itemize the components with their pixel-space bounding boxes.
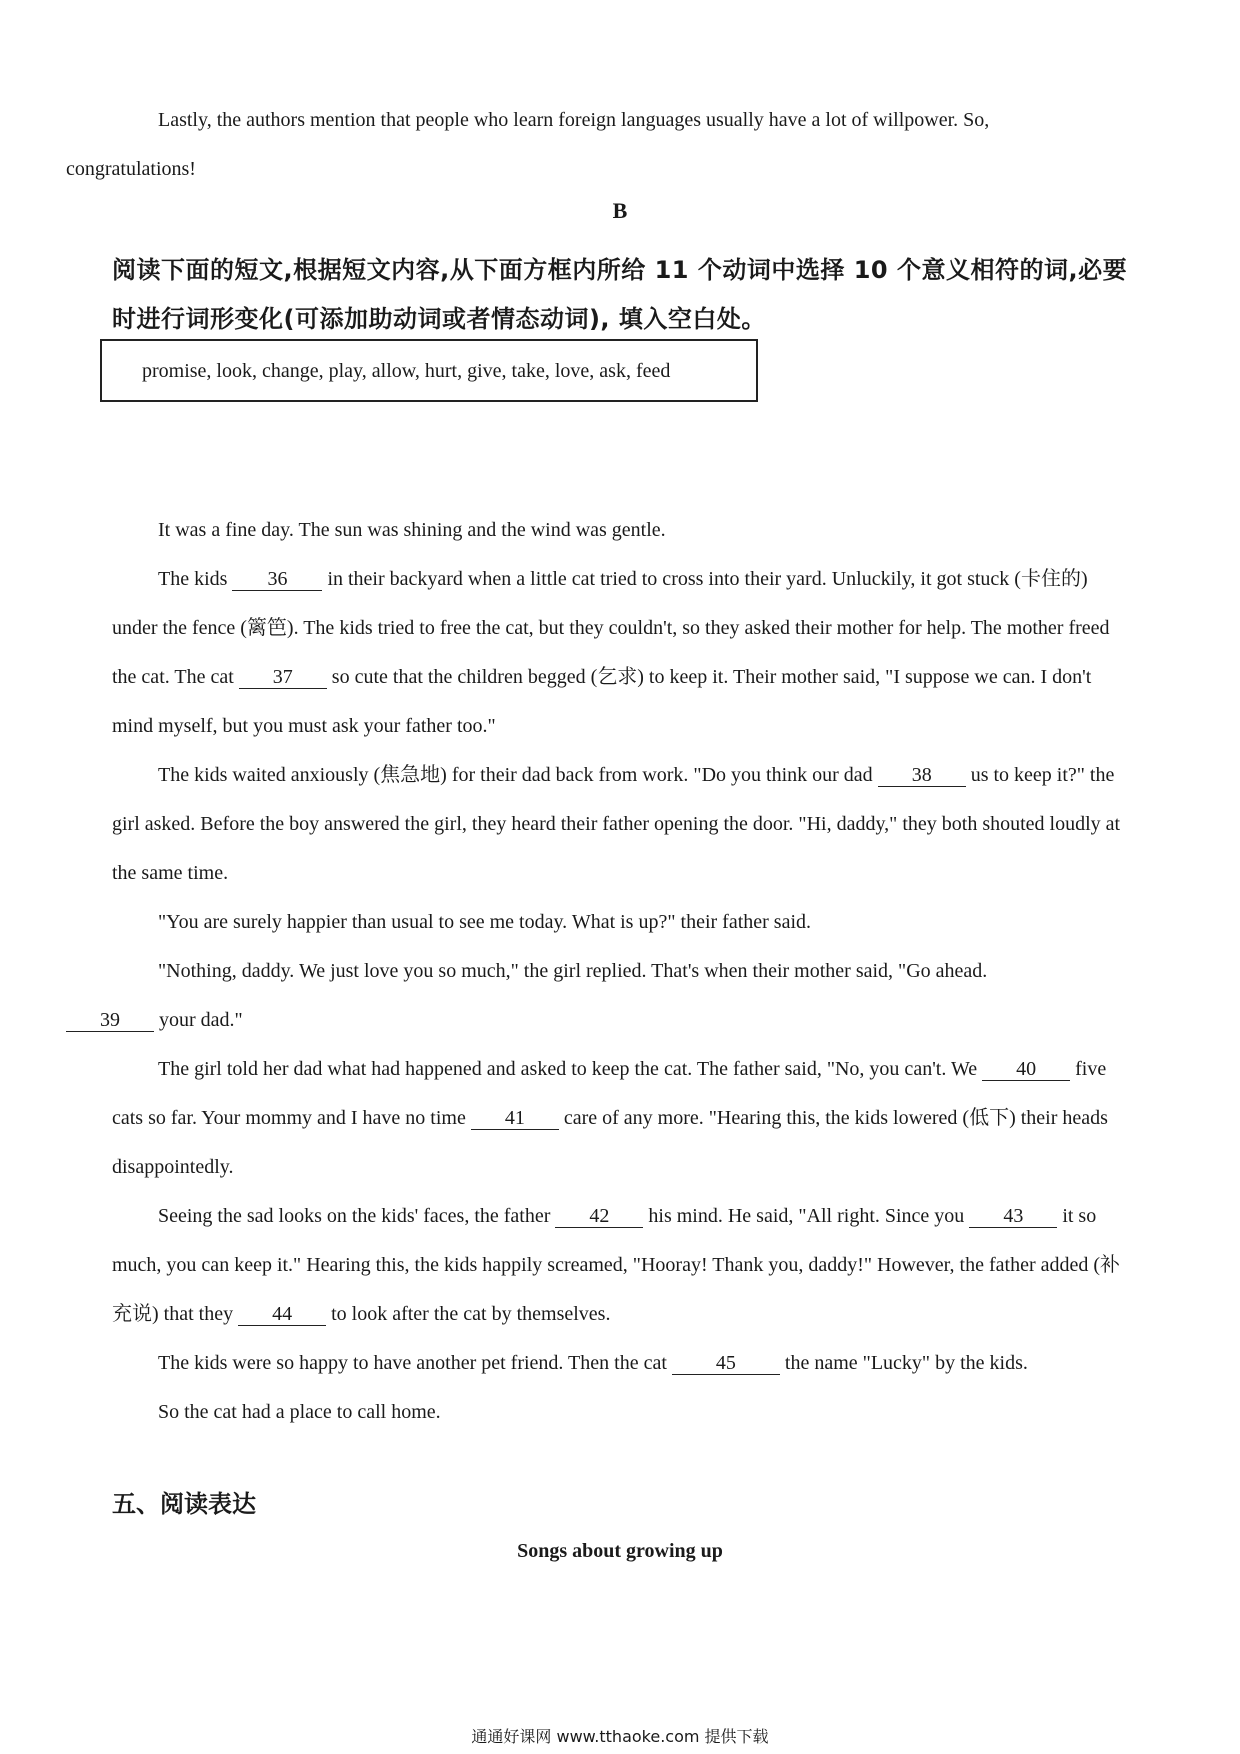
blank-40: 40 [982,1058,1070,1081]
story-paragraph-8 [112,1339,1130,1388]
story-text: "Nothing, daddy. We just love you so much," the girl replied. That's when their mother said, "Go ahead. [158,960,988,982]
blank-41: 41 [471,1107,559,1130]
story-text: us to keep it?" the girl asked. Before the boy answered the girl, they heard their father opening the door. "Hi, daddy," they both shouted loudly at the same time. [112,764,1121,884]
story-text: The kids [158,568,233,590]
intro-line-1: Lastly, the authors mention that people who learn foreign languages usually have a lot of willpower. So, [158,109,990,131]
story-paragraph-9: So the cat had a place to call home. [158,1401,441,1423]
footer-text: 通通好课网 www.tthaoke.com 提供下载 [471,1727,769,1746]
story-paragraph-6 [112,1045,1130,1192]
story-text: in their backyard when a little cat tried to cross into their yard. Unluckily, it got stuck (卡住的) under the fence (篱笆). The kids tried to free the cat, but they couldn't, so they asked their mother for help. The mother freed the cat. The cat [112,568,1110,688]
story-text: The kids waited anxiously (焦急地) for their dad back from work. "Do you think our dad [158,764,878,786]
word-box-text: promise, look, change, play, allow, hurt, give, take, love, ask, feed [142,360,671,382]
section-5-heading: 五、阅读表达 [112,1490,256,1518]
story-paragraph-3 [112,751,1130,898]
blank-38: 38 [878,764,966,787]
story-paragraph-2 [112,555,1130,751]
story-text: the name "Lucky" by the kids. [779,1352,1028,1374]
story-text: The girl told her dad what had happened and asked to keep the cat. The father said, "No, you can't. We [158,1058,983,1080]
section-b-instruction: 阅读下面的短文,根据短文内容,从下面方框内所给 11 个动词中选择 10 个意义相符的词,必要时进行词形变化(可添加助动词或者情态动词), 填入空白处。 [112,256,1128,333]
blank-44: 44 [238,1303,326,1326]
blank-43: 43 [969,1205,1057,1228]
blank-39: 39 [66,1009,154,1032]
story-text: The kids were so happy to have another pet friend. Then the cat [158,1352,672,1374]
story-text: it so much, you can keep it." Hearing this, the kids happily screamed, "Hooray! Thank you, daddy!" However, the father added (补充说) that they [112,1205,1121,1325]
blank-42: 42 [555,1205,643,1228]
story-text: your dad." [154,1009,243,1031]
section-b-label: B [612,198,628,223]
story-paragraph-1: It was a fine day. The sun was shining and the wind was gentle. [158,519,666,541]
story-paragraph-4: "You are surely happier than usual to see me today. What is up?" their father said. [158,911,812,933]
story-text: his mind. He said, "All right. Since you [643,1205,970,1227]
story-text: care of any more. "Hearing this, the kids lowered (低下) their heads disappointedly. [112,1107,1108,1178]
blank-45: 45 [672,1352,780,1375]
intro-line-2: congratulations! [66,158,196,180]
blank-36: 36 [232,568,322,591]
story-text: so cute that the children begged (乞求) to keep it. Their mother said, "I suppose we can. I don't mind myself, but you must ask your father too." [112,666,1092,737]
story-paragraph-7 [112,1192,1130,1339]
story-paragraph-5 [100,947,1130,1045]
intro-paragraph [66,96,1130,194]
story-text: to look after the cat by themselves. [326,1303,611,1325]
story-text: Seeing the sad looks on the kids' faces, the father [158,1205,556,1227]
word-box [100,339,758,402]
story-text: five cats so far. Your mommy and I have no time [112,1058,1107,1129]
passage-title: Songs about growing up [517,1540,723,1562]
blank-37: 37 [239,666,327,689]
